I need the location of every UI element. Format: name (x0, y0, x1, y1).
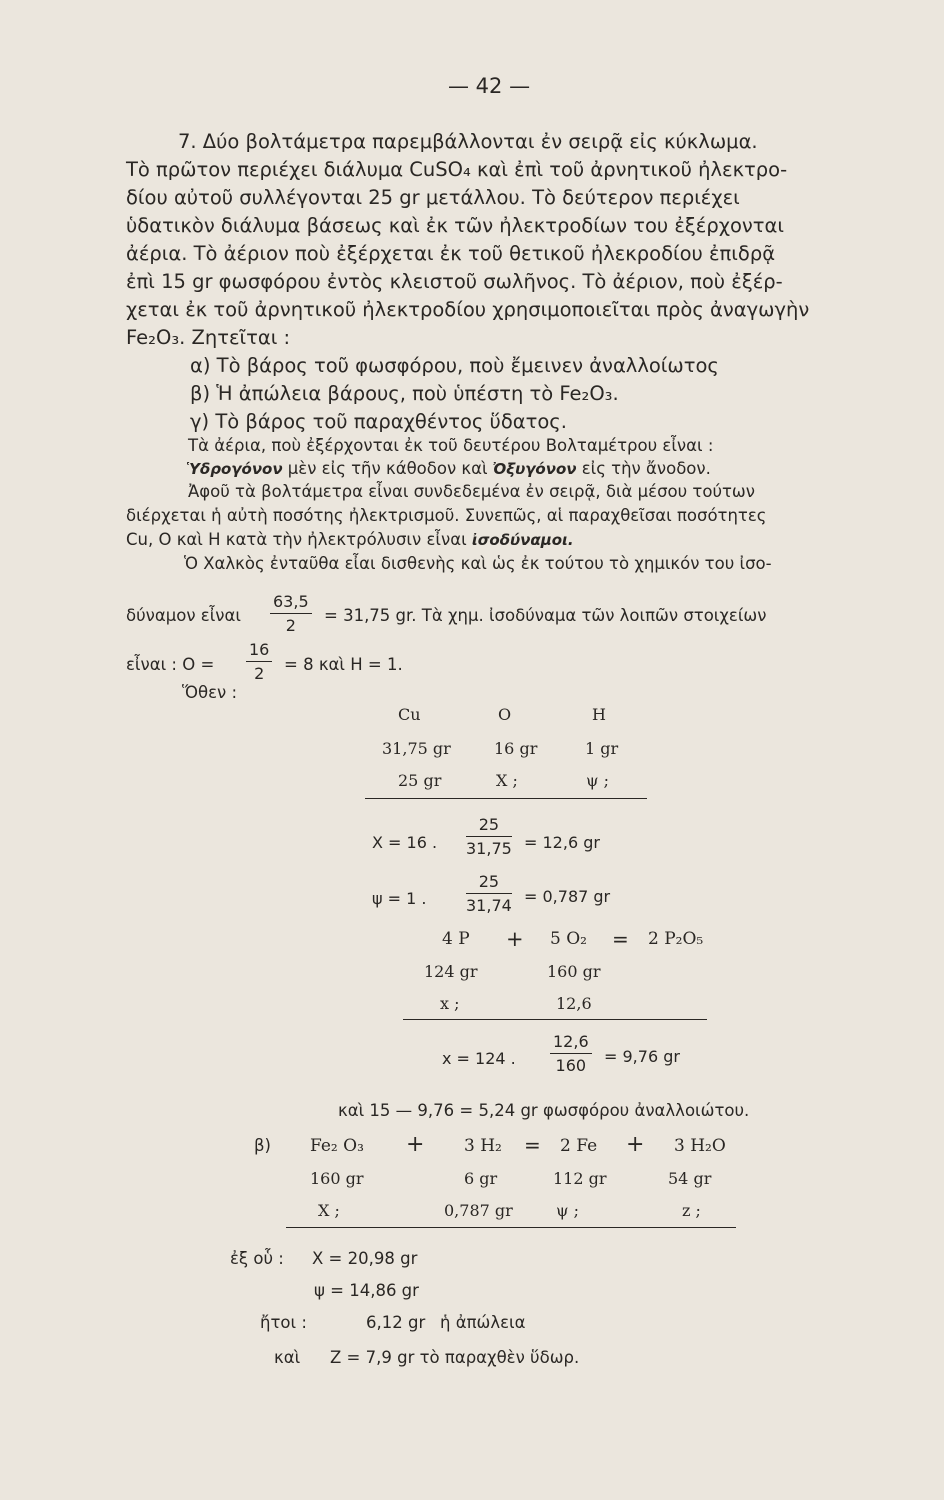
reaction1-reactant: 5 O₂ (550, 929, 587, 949)
table-header: O (498, 705, 512, 724)
question-b: β) Ἡ ἀπώλεια βάρους, ποὺ ὑπέστη τὸ Fe₂O₃. (190, 382, 619, 405)
question-c: γ) Τὸ βάρος τοῦ παραχθέντος ὕδατος. (190, 410, 567, 433)
solution-line: Cu, O καὶ H κατὰ τὴν ἠλεκτρόλυσιν εἶναι ἰσοδύναμοι. (126, 530, 574, 549)
question-a: α) Τὸ βάρος τοῦ φωσφόρου, ποὺ ἔμεινεν ἀναλλοίωτος (190, 354, 719, 377)
problem-line: δίου αὐτοῦ συλλέγονται 25 gr μετάλλου. Τὸ δεύτερον περιέχει (126, 186, 740, 209)
reaction2-cell: 160 gr (310, 1169, 364, 1188)
result-water: Z = 7,9 gr τὸ παραχθὲν ὕδωρ. (330, 1348, 580, 1367)
x-calc-rhs: = 12,6 gr (524, 833, 600, 852)
reaction2-divider (286, 1227, 736, 1228)
table-cell: X ; (496, 771, 518, 790)
reaction1-result-rhs: = 9,76 gr (604, 1047, 680, 1066)
reaction1-reactant: 4 P (442, 929, 470, 949)
solution-line: Τὰ ἀέρια, ποὺ ἐξέρχονται ἐκ τοῦ δευτέρου Βολταμέτρου εἶναι : (188, 436, 714, 455)
loss-text: ἡ ἀπώλεια (440, 1313, 526, 1332)
solution-line: Ὁ Χαλκὸς ἐνταῦθα εἶαι δισθενὴς καὶ ὡς ἐκ τούτου τὸ χημικόν του ἰσο- (184, 554, 772, 573)
reaction2-cell: 6 gr (464, 1169, 498, 1188)
problem-line: ἀέρια. Τὸ ἀέριον ποὺ ἐξέρχεται ἐκ τοῦ θετικοῦ ἠλεκροδίου ἐπιδρᾷ (126, 242, 776, 265)
reaction2-term: 3 H₂O (674, 1136, 726, 1156)
oxygen-term: Ὀξυγόνον (492, 460, 577, 478)
loss-value: 6,12 gr (366, 1313, 426, 1332)
result-psi: ψ = 14,86 gr (314, 1281, 419, 1300)
reaction1-cell: 160 gr (547, 962, 601, 981)
hence-label: Ὅθεν : (182, 683, 238, 702)
part-b-label: β) (254, 1136, 271, 1155)
psi-calc-rhs: = 0,787 gr (524, 887, 611, 906)
reaction2-cell: 0,787 gr (444, 1201, 513, 1220)
equivalent-label: δύναμον εἶναι (126, 606, 241, 625)
hydrogen-term: Ὑδρογόνον (186, 460, 283, 478)
reaction1-divider (403, 1019, 707, 1020)
psi-calc-fraction: 25 31,74 (466, 872, 512, 915)
table-cell: 25 gr (398, 771, 442, 790)
reaction1-cell: 124 gr (424, 962, 478, 981)
equivalent-term: ἰσοδύναμοι. (471, 531, 574, 549)
table-cell: 31,75 gr (382, 739, 451, 758)
and-label: καὶ (274, 1348, 301, 1367)
x-calc-fraction: 25 31,75 (466, 815, 512, 858)
problem-line: Τὸ πρῶτον περιέχει διάλυμα CuSO₄ καὶ ἐπὶ τοῦ ἀρνητικοῦ ἠλεκτρο- (126, 158, 788, 181)
problem-line: χεται ἐκ τοῦ ἀρνητικοῦ ἠλεκτροδίου χρησιμοποιεῖται πρὸς ἀναγωγὴν (126, 298, 810, 321)
reaction2-term: Fe₂ O₃ (310, 1136, 364, 1156)
from-which-label: ἐξ οὗ : (230, 1249, 284, 1268)
equals-sign: = (612, 927, 629, 951)
oxygen-equivalent: εἶναι : O = (126, 655, 215, 674)
reaction1-result-lhs: x = 124 . (442, 1049, 516, 1068)
table-header: H (592, 705, 606, 724)
unchanged-phosphorus: καὶ 15 — 9,76 = 5,24 gr φωσφόρου ἀναλλοιώτου. (338, 1101, 750, 1120)
x-calc-lhs: X = 16 . (372, 833, 438, 852)
fraction-o-equivalent: 16 2 (246, 640, 272, 683)
reaction2-cell: 54 gr (668, 1169, 712, 1188)
reaction2-cell: 112 gr (553, 1169, 607, 1188)
problem-line: ὑδατικὸν διάλυμα βάσεως καὶ ἐκ τῶν ἠλεκτροδίων του ἐξέρχονται (126, 214, 784, 237)
reaction2-cell: ψ ; (556, 1201, 580, 1220)
reaction2-cell: z ; (682, 1201, 701, 1220)
reaction1-cell: x ; (440, 994, 460, 1013)
table-cell: 1 gr (585, 739, 619, 758)
problem-line: 7. Δύο βολτάμετρα παρεμβάλλονται ἐν σειρᾷ εἰς κύκλωμα. (178, 130, 758, 153)
solution-line: Ἀφοῦ τὰ βολτάμετρα εἶναι συνδεδεμένα ἐν σειρᾷ, διὰ μέσου τούτων (188, 482, 755, 501)
plus-sign: + (506, 927, 524, 951)
table-cell: ψ ; (586, 771, 610, 790)
result-x: X = 20,98 gr (312, 1249, 418, 1268)
equivalent-result: = 31,75 gr. Τὰ χημ. ἰσοδύναμα τῶν λοιπῶν στοιχείων (324, 606, 767, 625)
page-number: — 42 — (448, 74, 531, 98)
reaction2-term: 3 H₂ (464, 1136, 502, 1156)
reaction2-cell: X ; (318, 1201, 340, 1220)
equals-sign: = (524, 1133, 541, 1157)
table-divider (365, 798, 647, 799)
fraction-cu-equivalent: 63,5 2 (270, 592, 312, 635)
hydrogen-equivalent: = 8 καὶ H = 1. (284, 655, 403, 674)
reaction1-cell: 12,6 (556, 994, 592, 1013)
plus-sign: + (626, 1132, 645, 1157)
plus-sign: + (406, 1132, 425, 1157)
problem-line: ἐπὶ 15 gr φωσφόρου ἐντὸς κλειστοῦ σωλῆνος. Τὸ ἀέριον, ποὺ ἐξέρ- (126, 270, 783, 293)
reaction1-product: 2 P₂O₅ (648, 929, 704, 949)
table-header: Cu (398, 705, 421, 724)
reaction2-term: 2 Fe (560, 1136, 598, 1156)
solution-line: διέρχεται ἡ αὐτὴ ποσότης ἠλεκτρισμοῦ. Συνεπῶς, αἱ παραχθεῖσαι ποσότητες (126, 506, 767, 525)
reaction1-result-fraction: 12,6 160 (550, 1032, 592, 1075)
problem-line: Fe₂O₃. Ζητεῖται : (126, 326, 291, 349)
that-is-label: ἤτοι : (260, 1313, 307, 1332)
psi-calc-lhs: ψ = 1 . (372, 889, 427, 908)
solution-line: Ὑδρογόνον μὲν εἰς τῆν κάθοδον καὶ Ὀξυγόνον εἰς τὴν ἄνοδον. (186, 459, 711, 478)
table-cell: 16 gr (494, 739, 538, 758)
